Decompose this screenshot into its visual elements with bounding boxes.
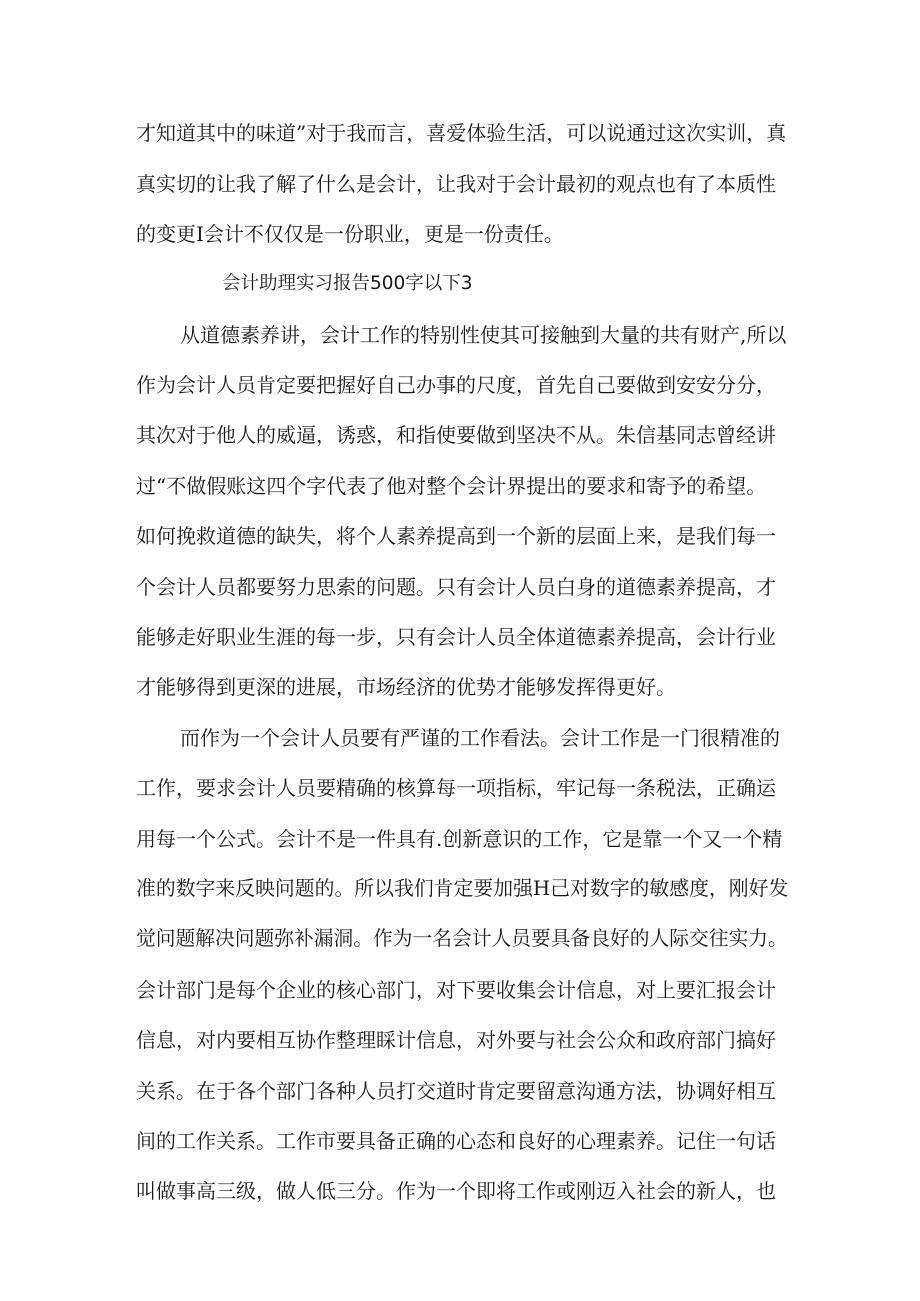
paragraph-3-line-7: 信息，对内要相互协作整理睬计信息，对外要与社会公众和政府部门搞好 [136, 1028, 776, 1052]
paragraph-1-line-1: 才知道其中的味道”对于我而言，喜爱体验生活，可以说通过这次实训，真 [136, 121, 787, 145]
paragraph-2-line-2: 作为会计人员肯定要把握好自己办事的尺度，首先自己要做到安安分分， [136, 373, 776, 397]
paragraph-2-line-1: 从道德素养讲，会计工作的特别性使其可接触到大量的共有财产,所以 [180, 323, 787, 347]
paragraph-3-line-4: 准的数字来反映问题的。所以我们肯定要加强H己对数字的敏感度，刚好发 [136, 877, 789, 900]
paragraph-3-line-9: 间的工作关系。工作市要具备正确的心态和良好的心理素养。记住一句话 [136, 1129, 776, 1153]
paragraph-2-line-5: 如何挽救道德的缺失，将个人素养提高到一个新的层面上来，是我们每一 [136, 524, 776, 548]
paragraph-2-line-8: 才能够得到更深的进展，市场经济的优势才能够发挥得更好。 [136, 675, 676, 699]
paragraph-1-line-2: 真实切的让我了解了什么是会计，让我对于会计最初的观点也有了本质性 [136, 172, 776, 196]
paragraph-3-line-8: 关系。在于各个部门各种人员打交道时肯定要留意沟通方法，协调好相互 [136, 1079, 776, 1103]
paragraph-3-line-6: 会计部门是每个企业的核心部门，对下要收集会计信息，对上要汇报会计 [136, 978, 776, 1002]
paragraph-1-line-3: 的变更I会计不仅仅是一份职业，更是一份责任。 [136, 222, 564, 246]
paragraph-3-line-3: 用每一个公式。会计不是一件具有.创新意识的工作，它是靠一个又一个精 [136, 827, 783, 851]
section-heading: 会计助理实习报告500字以下3 [222, 273, 473, 294]
paragraph-2-line-7: 能够走好职业生涯的每一步，只有会计人员全体道德素养提高，会计行业 [136, 625, 776, 649]
paragraph-3-line-1: 而作为一个会计人员要有严谨的工作看法。会计工作是一门很精准的 [180, 726, 780, 750]
paragraph-2-line-4: 过“不做假账这四个字代表了他对整个会计界提出的要求和寄予的希望。 [136, 474, 767, 498]
paragraph-2-line-6: 个会计人员都要努力思索的问题。只有会计人员白身的道德素养提高，才 [136, 575, 776, 599]
paragraph-3-line-5: 觉问题解决问题弥补漏洞。作为一名会计人员要具备良好的人际交往实力。 [136, 927, 788, 950]
paragraph-3-line-2: 工作，要求会计人员要精确的核算每一项指标，牢记每一条税法，正确运 [136, 776, 776, 800]
paragraph-2-line-3: 其次对于他人的威逼，诱惑，和指使要做到坚决不从。朱信基同志曾经讲 [136, 423, 776, 447]
paragraph-3-line-10: 叫做事高三级，做人低三分。作为一个即将工作或刚迈入社会的新人，也 [136, 1179, 776, 1203]
